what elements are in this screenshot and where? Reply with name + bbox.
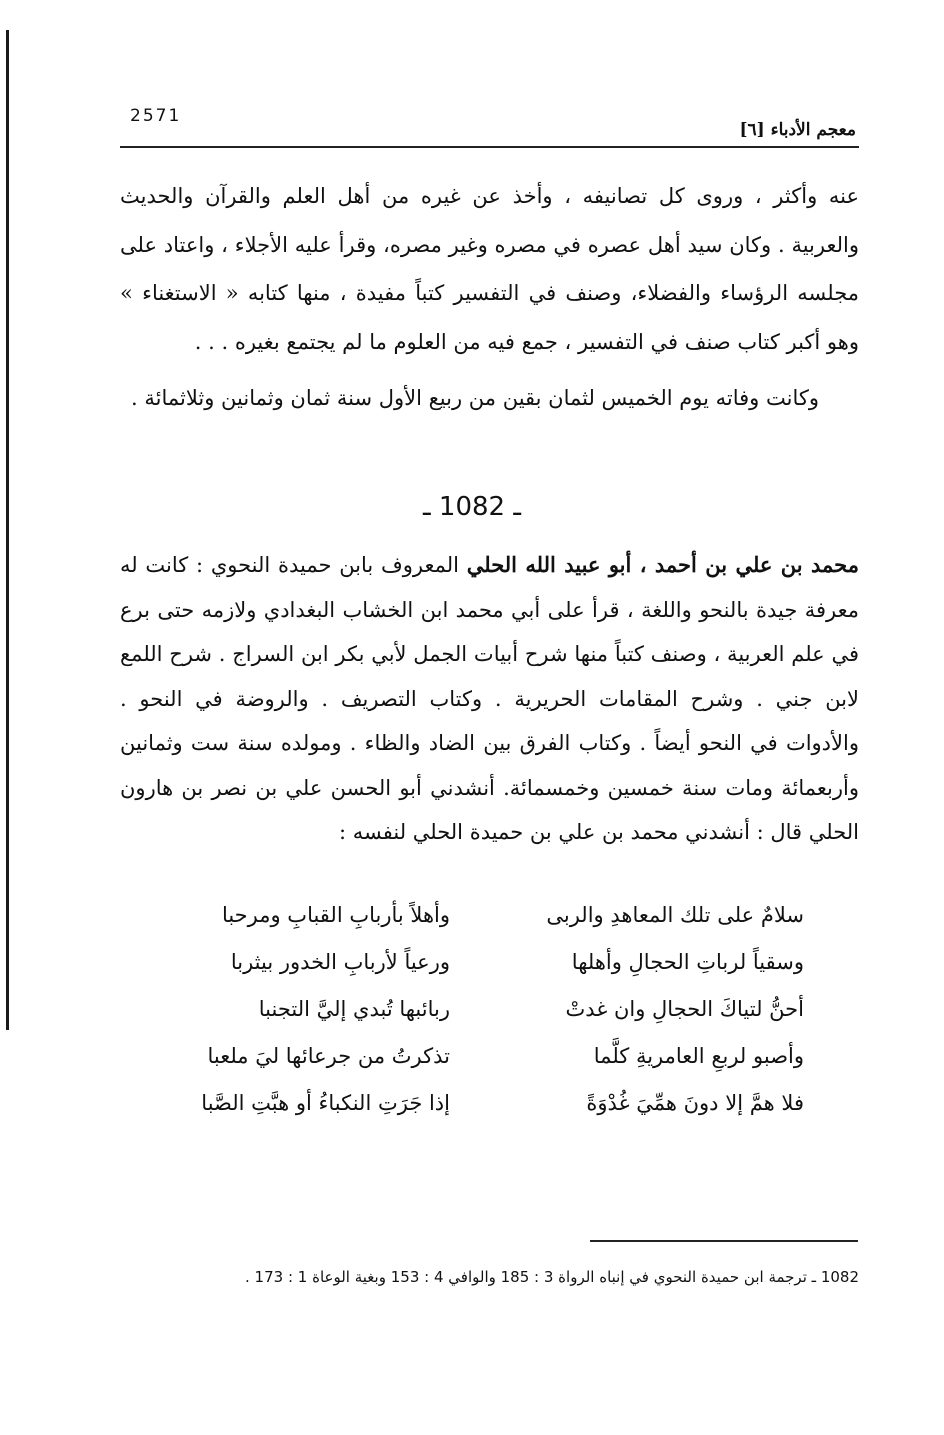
poem-verse — [150, 986, 804, 1033]
paragraph-2: وكانت وفاته يوم الخميس لثمان بقين من ربيع الأول سنة ثمان وثمانين وثلاثمائة . — [131, 386, 819, 410]
entry-name: محمد بن علي بن أحمد ، أبو عبيد الله الحلي — [466, 552, 859, 577]
poem-verse — [150, 1080, 804, 1127]
poem-verse — [150, 1033, 804, 1080]
poem-verse — [150, 939, 804, 986]
verse-second-hemistich: تذكرتُ من جرعائها ليَ ملعبا — [207, 1044, 450, 1068]
verse-second-hemistich: ورعياً لأربابِ الخدور بيثربا — [230, 950, 450, 974]
page-header — [120, 100, 856, 144]
previous-entry-text — [120, 172, 859, 423]
poem-verse — [150, 892, 804, 939]
verse-second-hemistich: ربائبها تُبدي إليَّ التجنبا — [258, 997, 450, 1021]
verse-second-hemistich: إذا جَرَتِ النكباءُ أو هبَّتِ الصَّبا — [201, 1091, 450, 1115]
scan-edge-line — [6, 30, 9, 1030]
entry-number: ـ 1082 ـ — [423, 492, 521, 522]
verse-first-hemistich: فلا همَّ إلا دونَ همِّيَ غُدْوَةً — [586, 1091, 804, 1115]
verse-first-hemistich: سلامٌ على تلك المعاهدِ والربى — [546, 903, 804, 927]
verse-first-hemistich: وسقياً لرباتِ الحجالِ وأهلها — [571, 950, 804, 974]
verse-first-hemistich: وأصبو لربعِ العامريةِ كلَّما — [593, 1044, 804, 1068]
footnote: 1082 ـ ترجمة ابن حميدة النحوي في إنباه الرواة 3 : 185 والوافي 4 : 153 وبغية الوعاة 1 : 173 . — [245, 1268, 859, 1286]
page-number: 2571 — [130, 106, 182, 126]
poem — [150, 892, 804, 1127]
footnote-rule — [590, 1240, 858, 1242]
entry-body — [120, 543, 859, 855]
paragraph-1: عنه وأكثر ، وروى كل تصانيفه ، وأخذ عن غيره من أهل العلم والقرآن والحديث والعربية . وكان سيد أهل عصره في مصره وغير مصره، وقرأ عليه الأجلاء ، واعتاد على مجلسه الرؤساء والفضلاء، وصنف في التفسير كتباً مفيدة ، منها كتابه « الاستغناء » وهو أكبر كتاب صنف في التفسير ، جمع فيه من العلوم ما لم يجتمع بغيره . . . — [120, 184, 859, 354]
verse-second-hemistich: وأهلاً بأربابِ القبابِ ومرحبا — [221, 903, 450, 927]
entry-paragraph — [120, 543, 859, 855]
running-title: معجم الأدباء [٦] — [739, 120, 856, 140]
entry-text: المعروف بابن حميدة النحوي : كانت له معرفة جيدة بالنحو واللغة ، قرأ على أبي محمد ابن الخشاب البغدادي ولازمه حتى برع في علم العربية ، وصنف كتباً منها شرح أبيات الجمل لأبي بكر ابن السراج . شرح اللمع لابن جني . وشرح المقامات الحريرية . وكتاب التصريف . والروضة في النحو . والأدوات في النحو أيضاً . وكتاب الفرق بين الضاد والظاء . ومولده سنة ست وثمانين وأربعمائة ومات سنة خمسين وخمسمائة. أنشدني أبو الحسن علي بن نصر بن هارون الحلي قال : أنشدني محمد بن علي بن حميدة الحلي لنفسه : — [120, 553, 859, 844]
header-rule — [120, 146, 859, 148]
verse-first-hemistich: أحنُّ لتياكَ الحجالِ وان غدتْ — [565, 997, 804, 1021]
